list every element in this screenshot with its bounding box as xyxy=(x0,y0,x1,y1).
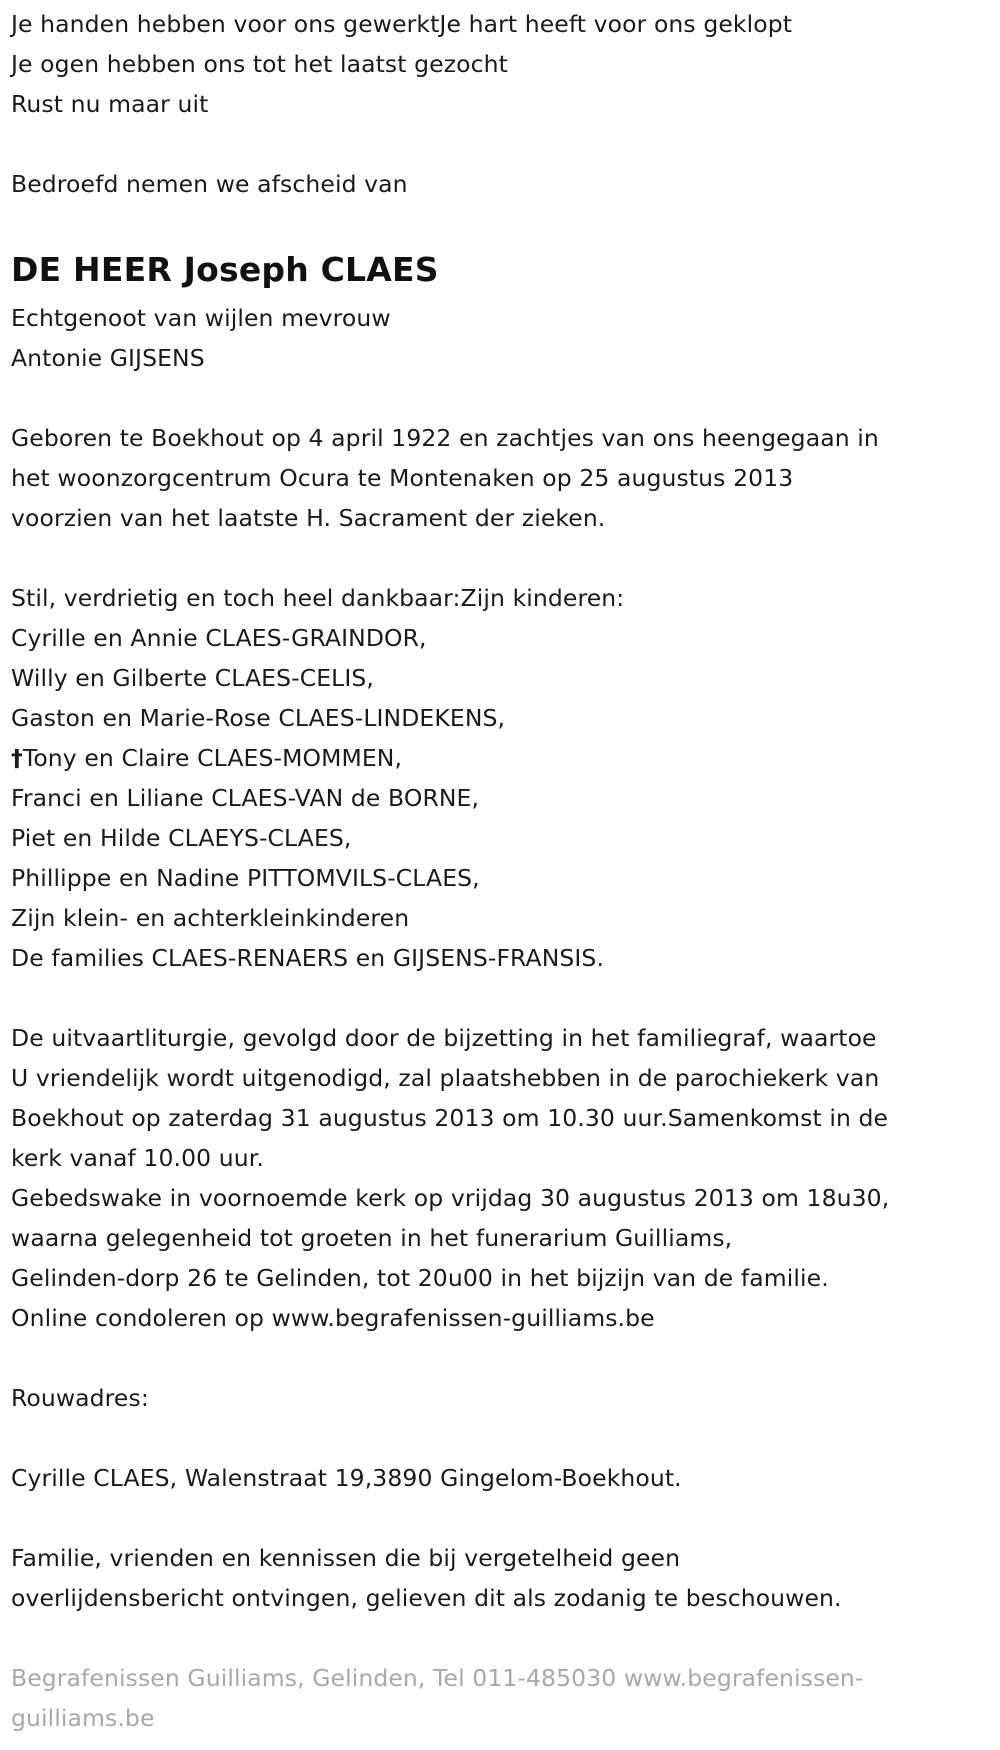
family-line-text: Tony en Claire CLAES-MOMMEN, xyxy=(22,744,403,772)
footer-line: guilliams.be xyxy=(11,1704,155,1732)
family-intro: Stil, verdrietig en toch heel dankbaar:Zijn kinderen: xyxy=(11,584,625,612)
spouse-line: Echtgenoot van wijlen mevrouw xyxy=(11,304,391,332)
family-line: Phillippe en Nadine PITTOMVILS-CLAES, xyxy=(11,864,480,892)
paragraph-line: De uitvaartliturgie, gevolgd door de bijzetting in het familiegraf, waartoe xyxy=(11,1024,877,1052)
family-line: Cyrille en Annie CLAES-GRAINDOR, xyxy=(11,624,427,652)
poem-line: Je ogen hebben ons tot het laatst gezocht xyxy=(11,50,508,78)
spacer xyxy=(11,978,996,1018)
address-label: Rouwadres: xyxy=(11,1384,149,1412)
family-list xyxy=(11,578,996,978)
birth-death-paragraph xyxy=(11,418,996,538)
poem xyxy=(11,4,996,124)
family-line: Gaston en Marie-Rose CLAES-LINDEKENS, xyxy=(11,704,506,732)
family-line: Zijn klein- en achterkleinkinderen xyxy=(11,904,410,932)
notice-paragraph xyxy=(11,1538,996,1618)
spacer xyxy=(11,1418,996,1458)
spacer xyxy=(11,124,996,164)
mourning-address: Cyrille CLAES, Walenstraat 19,3890 Gingelom-Boekhout. xyxy=(11,1464,682,1492)
spacer xyxy=(11,538,996,578)
funeral-paragraph xyxy=(11,1018,996,1338)
paragraph-line: kerk vanaf 10.00 uur. xyxy=(11,1144,264,1172)
paragraph-line: overlijdensbericht ontvingen, gelieven dit als zodanig te beschouwen. xyxy=(11,1584,842,1612)
cross-icon: † xyxy=(11,744,23,772)
spacer xyxy=(11,204,996,244)
family-line: Piet en Hilde CLAEYS-CLAES, xyxy=(11,824,352,852)
paragraph-line: Gebedswake in voornoemde kerk op vrijdag 30 augustus 2013 om 18u30, xyxy=(11,1184,890,1212)
spouse-line: Antonie GIJSENS xyxy=(11,344,205,372)
footer-line: Begrafenissen Guilliams, Gelinden, Tel 011-485030 www.begrafenissen- xyxy=(11,1664,864,1692)
paragraph-line: U vriendelijk wordt uitgenodigd, zal plaatshebben in de parochiekerk van xyxy=(11,1064,880,1092)
spacer xyxy=(11,1498,996,1538)
deceased-name: DE HEER Joseph CLAES xyxy=(11,250,439,289)
footer xyxy=(11,1658,996,1738)
paragraph-line: Boekhout op zaterdag 31 augustus 2013 om 10.30 uur.Samenkomst in de xyxy=(11,1104,889,1132)
family-line xyxy=(11,738,996,778)
paragraph-line: Gelinden-dorp 26 te Gelinden, tot 20u00 in het bijzijn van de familie. xyxy=(11,1264,829,1292)
spacer xyxy=(11,1618,996,1658)
spacer xyxy=(11,378,996,418)
spacer xyxy=(11,1338,996,1378)
paragraph-line: Familie, vrienden en kennissen die bij vergetelheid geen xyxy=(11,1544,681,1572)
obituary-document xyxy=(11,4,996,1738)
paragraph-line: voorzien van het laatste H. Sacrament der zieken. xyxy=(11,504,606,532)
condolence-line: Online condoleren op www.begrafenissen-guilliams.be xyxy=(11,1304,655,1332)
paragraph-line: waarna gelegenheid tot groeten in het funerarium Guilliams, xyxy=(11,1224,733,1252)
paragraph-line: Geboren te Boekhout op 4 april 1922 en zachtjes van ons heengegaan in xyxy=(11,424,879,452)
family-line: Willy en Gilberte CLAES-CELIS, xyxy=(11,664,374,692)
intro-text: Bedroefd nemen we afscheid van xyxy=(11,170,408,198)
poem-line: Je handen hebben voor ons gewerktJe hart heeft voor ons geklopt xyxy=(11,10,793,38)
family-line: Franci en Liliane CLAES-VAN de BORNE, xyxy=(11,784,480,812)
paragraph-line: het woonzorgcentrum Ocura te Montenaken op 25 augustus 2013 xyxy=(11,464,794,492)
poem-line: Rust nu maar uit xyxy=(11,90,209,118)
family-line: De families CLAES-RENAERS en GIJSENS-FRANSIS. xyxy=(11,944,605,972)
